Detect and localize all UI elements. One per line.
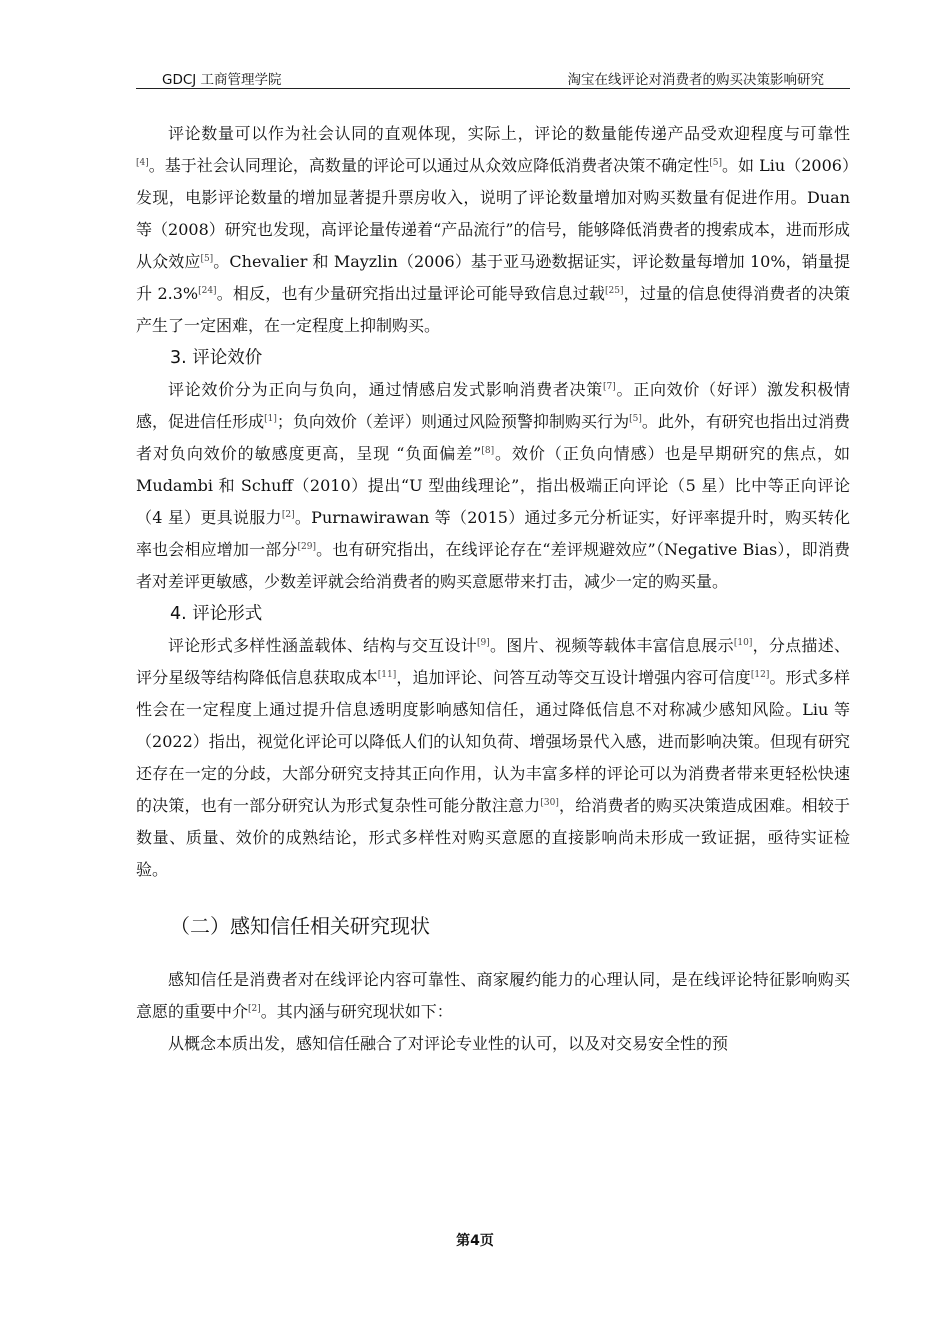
- text-run: 。效价（正负向情感）也是早期研究的焦点，如 Mudambi 和 Schuff（2010）提出“U 型曲线理论”，指出极端正向评论（5 星）比中等正向评论（4 星）更具说服力: [136, 444, 850, 527]
- text-run: 。也有研究指出，在线评论存在“差评规避效应”（Negative Bias），即消费者对差评更敏感，少数差评就会给消费者的购买意愿带来打击，减少一定的购买量。: [136, 540, 850, 591]
- text-run: ，过量的信息使得消费者的决策产生了一定困难，在一定程度上抑制购买。: [136, 284, 850, 335]
- header-institution: GDCJ 工商管理学院: [162, 72, 282, 88]
- citation-marker: [2]: [281, 510, 295, 520]
- text-run: ，给消费者的购买决策造成困难。相较于数量、质量、效价的成熟结论，形式多样性对购买意愿的直接影响尚未形成一致证据，亟待实证检验。: [136, 796, 850, 879]
- text-run: 评论数量可以作为社会认同的直观体现，实际上，评论的数量能传递产品受欢迎程度与可靠性: [168, 124, 850, 143]
- text-run: ；负向效价（差评）则通过风险预警抑制购买行为: [276, 412, 630, 431]
- text-run: 。正向效价（好评）激发积极情感，促进信任形成: [136, 380, 850, 431]
- section-heading-perceived-trust: （二）感知信任相关研究现状: [170, 914, 430, 938]
- text-run: 。形式多样性会在一定程度上通过提升信息透明度影响感知信任，通过降低信息不对称减少感知风险。Liu 等（2022）指出，视觉化评论可以降低人们的认知负荷、增强场景代入感，进而影响决策。但现有研究还存在一定的分歧，大部分研究支持其正向作用，认为丰富多样的评论可以为消费者带来更轻松快速的决策，也有一部分研究认为形式复杂性可能分散注意力: [136, 668, 850, 815]
- text-run: 。其内涵与研究现状如下：: [260, 1002, 453, 1021]
- paragraph-review-form: [136, 630, 850, 886]
- paragraph-review-quantity: [136, 118, 850, 342]
- citation-marker: [10]: [733, 638, 753, 648]
- page-body: [136, 118, 850, 1060]
- text-run: 。如 Liu（2006）发现，电影评论数量的增加显著提升票房收入，说明了评论数量增加对购买数量有促进作用。Duan 等（2008）研究也发现，高评论量传递着“产品流行”的信号，能够降低消费者的搜索成本，进而形成从众效应: [136, 156, 850, 271]
- text-run: 感知信任是消费者对在线评论内容可靠性、商家履约能力的心理认同，是在线评论特征影响购买意愿的重要中介: [136, 970, 850, 1021]
- text-run: 。Purnawirawan 等（2015）通过多元分析证实，好评率提升时，购买转化率也会相应增加一部分: [136, 508, 850, 559]
- text-run: 。图片、视频等载体丰富信息展示: [489, 636, 734, 655]
- text-run: ，追加评论、问答互动等交互设计增强内容可信度: [396, 668, 751, 687]
- citation-marker: [1]: [264, 414, 277, 424]
- heading-review-form: 4. 评论形式: [170, 604, 263, 624]
- text-run: 。相反，也有少量研究指出过量评论可能导致信息过载: [216, 284, 605, 303]
- paragraph-review-valence: [136, 374, 850, 598]
- page-header: [136, 66, 850, 89]
- text-run: 评论形式多样性涵盖载体、结构与交互设计: [168, 636, 477, 655]
- citation-marker: [5]: [629, 414, 642, 424]
- citation-marker: [25]: [605, 286, 624, 296]
- text-run: 。此外，有研究也指出过消费者对负向效价的敏感度更高，呈现 “负面偏差”: [136, 412, 850, 463]
- citation-marker: [4]: [136, 158, 149, 168]
- text-run: 从概念本质出发，感知信任融合了对评论专业性的认可，以及对交易安全性的预: [168, 1034, 729, 1053]
- citation-marker: [8]: [481, 446, 495, 456]
- citation-marker: [11]: [377, 670, 397, 680]
- paragraph-perceived-trust-concept: [136, 1028, 850, 1060]
- citation-marker: [12]: [750, 670, 770, 680]
- citation-marker: [30]: [540, 798, 559, 808]
- citation-marker: [5]: [200, 254, 214, 264]
- text-run: 。基于社会认同理论，高数量的评论可以通过从众效应降低消费者决策不确定性: [148, 156, 710, 175]
- header-paper-title: 淘宝在线评论对消费者的购买决策影响研究: [567, 72, 824, 88]
- text-run: ，分点描述、评分星级等结构降低信息获取成本: [136, 636, 850, 687]
- citation-marker: [24]: [198, 286, 217, 296]
- citation-marker: [5]: [709, 158, 723, 168]
- citation-marker: [29]: [297, 542, 317, 552]
- citation-marker: [9]: [476, 638, 490, 648]
- citation-marker: [7]: [603, 382, 616, 392]
- page-number: 第4页: [456, 1233, 494, 1249]
- heading-review-valence: 3. 评论效价: [170, 348, 263, 368]
- citation-marker: [2]: [248, 1004, 261, 1014]
- paragraph-perceived-trust-intro: [136, 964, 850, 1028]
- text-run: 评论效价分为正向与负向，通过情感启发式影响消费者决策: [168, 380, 603, 399]
- text-run: 。Chevalier 和 Mayzlin（2006）基于亚马逊数据证实，评论数量每增加 10%，销量提升 2.3%: [136, 252, 850, 303]
